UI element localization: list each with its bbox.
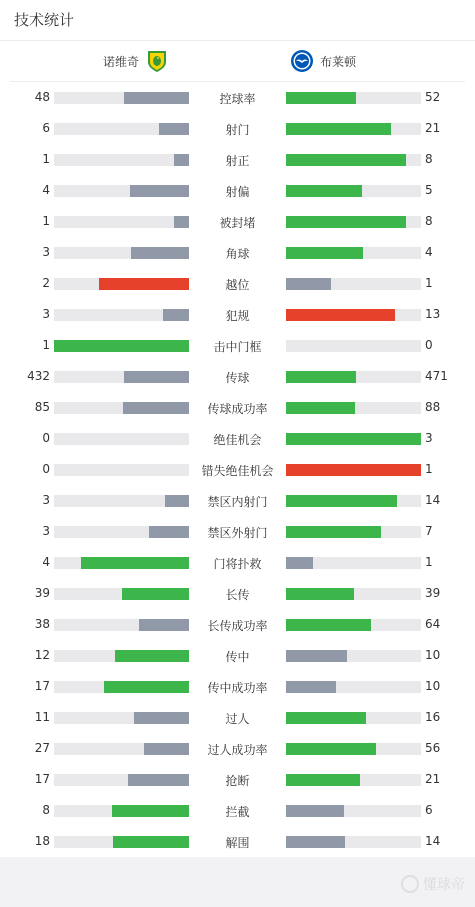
away-bar-track: [286, 743, 421, 755]
away-value: 88: [425, 400, 441, 414]
away-bar-track: [286, 340, 421, 352]
home-team-name: 诺维奇: [102, 54, 139, 69]
stat-row: [0, 424, 475, 455]
stat-label: 拦截: [225, 805, 250, 819]
stat-row: [0, 145, 475, 176]
home-value: 1: [42, 152, 50, 166]
away-value: 1: [425, 276, 433, 290]
home-bar-track: [54, 309, 189, 321]
home-bar-track: [54, 588, 189, 600]
home-bar-fill: [104, 681, 189, 693]
away-value: 10: [425, 648, 441, 662]
home-value: 432: [27, 369, 50, 383]
home-value: 0: [42, 431, 50, 445]
home-bar-track: [54, 836, 189, 848]
home-bar-track: [54, 650, 189, 662]
stat-label: 控球率: [219, 92, 256, 106]
watermark: [401, 874, 465, 894]
home-value: 39: [34, 586, 50, 600]
stat-label: 传中: [225, 650, 250, 664]
away-team[interactable]: [290, 49, 356, 73]
stat-row: [0, 83, 475, 114]
away-bar-track: [286, 433, 421, 445]
away-bar-fill: [286, 712, 366, 724]
home-bar-fill: [174, 216, 189, 228]
home-bar-fill: [165, 495, 189, 507]
away-bar-fill: [286, 154, 406, 166]
away-value: 64: [425, 617, 441, 631]
stat-row: [0, 238, 475, 269]
home-bar-track: [54, 495, 189, 507]
stat-row: [0, 548, 475, 579]
away-bar-track: [286, 774, 421, 786]
page-title: 技术统计: [0, 0, 475, 41]
stat-label: 过人成功率: [207, 743, 268, 757]
away-bar-track: [286, 247, 421, 259]
home-bar-fill: [139, 619, 189, 631]
home-bar-track: [54, 154, 189, 166]
stat-row: [0, 765, 475, 796]
home-bar-track: [54, 92, 189, 104]
away-value: 56: [425, 741, 441, 755]
away-bar-track: [286, 495, 421, 507]
stat-label: 传球: [225, 371, 250, 385]
home-bar-fill: [149, 526, 190, 538]
home-bar-track: [54, 774, 189, 786]
away-value: 0: [425, 338, 433, 352]
away-bar-fill: [286, 588, 354, 600]
home-team[interactable]: [103, 49, 169, 73]
away-bar-fill: [286, 495, 397, 507]
home-value: 3: [42, 493, 50, 507]
home-bar-fill: [134, 712, 189, 724]
away-bar-track: [286, 309, 421, 321]
home-value: 1: [42, 214, 50, 228]
stat-label: 越位: [225, 278, 250, 292]
home-bar-fill: [128, 774, 189, 786]
away-bar-fill: [286, 836, 345, 848]
away-bar-track: [286, 216, 421, 228]
away-bar-fill: [286, 278, 331, 290]
away-team-name: 布莱顿: [320, 54, 357, 69]
away-bar-track: [286, 123, 421, 135]
home-value: 85: [34, 400, 50, 414]
away-value: 6: [425, 803, 433, 817]
home-bar-fill: [123, 402, 189, 414]
away-bar-fill: [286, 216, 406, 228]
away-bar-track: [286, 619, 421, 631]
home-bar-track: [54, 557, 189, 569]
away-bar-track: [286, 650, 421, 662]
home-value: 2: [42, 276, 50, 290]
away-value: 8: [425, 152, 433, 166]
home-bar-fill: [99, 278, 189, 290]
home-value: 1: [42, 338, 50, 352]
home-bar-fill: [112, 805, 189, 817]
stat-row: [0, 827, 475, 858]
stat-row: [0, 300, 475, 331]
stat-label: 错失绝佳机会: [201, 464, 274, 478]
stat-row: [0, 734, 475, 765]
away-value: 7: [425, 524, 433, 538]
away-bar-fill: [286, 464, 421, 476]
home-bar-fill: [113, 836, 189, 848]
stat-row: [0, 517, 475, 548]
home-bar-fill: [130, 185, 189, 197]
home-value: 48: [34, 90, 50, 104]
home-bar-track: [54, 681, 189, 693]
away-value: 13: [425, 307, 441, 321]
stat-label: 抢断: [225, 774, 250, 788]
stat-row: [0, 610, 475, 641]
away-bar-fill: [286, 247, 363, 259]
home-value: 18: [34, 834, 50, 848]
away-bar-fill: [286, 402, 355, 414]
away-bar-fill: [286, 681, 336, 693]
brighton-seagull-crest-icon: [290, 49, 314, 73]
stat-label: 禁区内射门: [207, 495, 268, 509]
stat-label: 射偏: [225, 185, 250, 199]
stat-label: 射正: [225, 154, 250, 168]
home-bar-track: [54, 805, 189, 817]
home-value: 4: [42, 555, 50, 569]
home-value: 8: [42, 803, 50, 817]
away-bar-track: [286, 805, 421, 817]
home-bar-fill: [131, 247, 189, 259]
stat-label: 禁区外射门: [207, 526, 268, 540]
stat-label: 犯规: [225, 309, 250, 323]
home-value: 6: [42, 121, 50, 135]
away-bar-track: [286, 681, 421, 693]
home-bar-track: [54, 743, 189, 755]
home-bar-fill: [174, 154, 189, 166]
away-bar-track: [286, 278, 421, 290]
teams-header: [10, 41, 465, 82]
away-bar-track: [286, 154, 421, 166]
home-bar-track: [54, 123, 189, 135]
stat-row: [0, 269, 475, 300]
stat-row: [0, 393, 475, 424]
away-bar-track: [286, 836, 421, 848]
away-bar-fill: [286, 123, 391, 135]
away-value: 21: [425, 121, 441, 135]
away-value: 52: [425, 90, 441, 104]
home-bar-fill: [124, 92, 189, 104]
home-bar-track: [54, 526, 189, 538]
home-bar-track: [54, 340, 189, 352]
stat-label: 长传成功率: [207, 619, 268, 633]
home-bar-track: [54, 216, 189, 228]
home-bar-fill: [115, 650, 189, 662]
home-value: 3: [42, 524, 50, 538]
home-bar-track: [54, 371, 189, 383]
stat-row: [0, 486, 475, 517]
stat-row: [0, 796, 475, 827]
away-bar-fill: [286, 371, 356, 383]
stat-label: 传球成功率: [207, 402, 268, 416]
home-bar-track: [54, 464, 189, 476]
away-bar-fill: [286, 774, 360, 786]
away-value: 10: [425, 679, 441, 693]
home-bar-fill: [124, 371, 189, 383]
away-bar-track: [286, 712, 421, 724]
stat-row: [0, 672, 475, 703]
home-value: 17: [34, 772, 50, 786]
stat-label: 被封堵: [219, 216, 256, 230]
home-value: 11: [34, 710, 50, 724]
home-bar-track: [54, 278, 189, 290]
home-value: 12: [34, 648, 50, 662]
away-value: 8: [425, 214, 433, 228]
home-bar-fill: [54, 340, 189, 352]
away-value: 14: [425, 834, 441, 848]
home-value: 3: [42, 245, 50, 259]
away-bar-track: [286, 526, 421, 538]
stat-label: 传中成功率: [207, 681, 268, 695]
home-bar-fill: [81, 557, 189, 569]
home-bar-track: [54, 247, 189, 259]
home-bar-fill: [159, 123, 189, 135]
away-bar-track: [286, 557, 421, 569]
away-value: 39: [425, 586, 441, 600]
away-value: 1: [425, 555, 433, 569]
away-bar-fill: [286, 433, 421, 445]
stat-label: 解围: [225, 836, 250, 850]
stat-label: 门将扑救: [213, 557, 262, 571]
watermark-text: 懂球帝: [423, 877, 465, 893]
stat-row: [0, 641, 475, 672]
away-bar-track: [286, 185, 421, 197]
stat-label: 绝佳机会: [213, 433, 262, 447]
home-bar-track: [54, 433, 189, 445]
stats-list: [0, 82, 475, 858]
away-bar-fill: [286, 743, 376, 755]
stat-row: [0, 176, 475, 207]
home-bar-track: [54, 185, 189, 197]
norwich-canary-crest-icon: [145, 49, 169, 73]
away-bar-track: [286, 464, 421, 476]
away-bar-fill: [286, 650, 347, 662]
stat-label: 击中门框: [213, 340, 262, 354]
away-value: 1: [425, 462, 433, 476]
away-value: 3: [425, 431, 433, 445]
away-value: 471: [425, 369, 448, 383]
away-bar-fill: [286, 309, 395, 321]
away-bar-fill: [286, 92, 356, 104]
stat-row: [0, 114, 475, 145]
away-value: 21: [425, 772, 441, 786]
home-bar-track: [54, 402, 189, 414]
away-value: 16: [425, 710, 441, 724]
home-value: 38: [34, 617, 50, 631]
home-value: 0: [42, 462, 50, 476]
stat-row: [0, 207, 475, 238]
home-bar-track: [54, 712, 189, 724]
away-bar-fill: [286, 526, 381, 538]
away-bar-track: [286, 92, 421, 104]
away-bar-fill: [286, 619, 371, 631]
stat-row: [0, 331, 475, 362]
stat-row: [0, 362, 475, 393]
home-bar-fill: [144, 743, 189, 755]
dongqiudi-ball-icon: [401, 875, 419, 893]
home-value: 4: [42, 183, 50, 197]
away-bar-track: [286, 371, 421, 383]
away-bar-track: [286, 588, 421, 600]
home-value: 17: [34, 679, 50, 693]
stat-row: [0, 579, 475, 610]
away-value: 4: [425, 245, 433, 259]
away-bar-fill: [286, 805, 344, 817]
stat-row: [0, 703, 475, 734]
away-value: 14: [425, 493, 441, 507]
home-bar-fill: [163, 309, 189, 321]
away-bar-fill: [286, 185, 362, 197]
stat-row: [0, 455, 475, 486]
home-bar-fill: [122, 588, 190, 600]
stat-label: 角球: [225, 247, 250, 261]
away-bar-track: [286, 402, 421, 414]
stat-label: 过人: [225, 712, 250, 726]
stat-label: 射门: [225, 123, 250, 137]
stat-label: 长传: [225, 588, 250, 602]
home-value: 27: [34, 741, 50, 755]
away-value: 5: [425, 183, 433, 197]
home-value: 3: [42, 307, 50, 321]
away-bar-fill: [286, 557, 313, 569]
home-bar-track: [54, 619, 189, 631]
